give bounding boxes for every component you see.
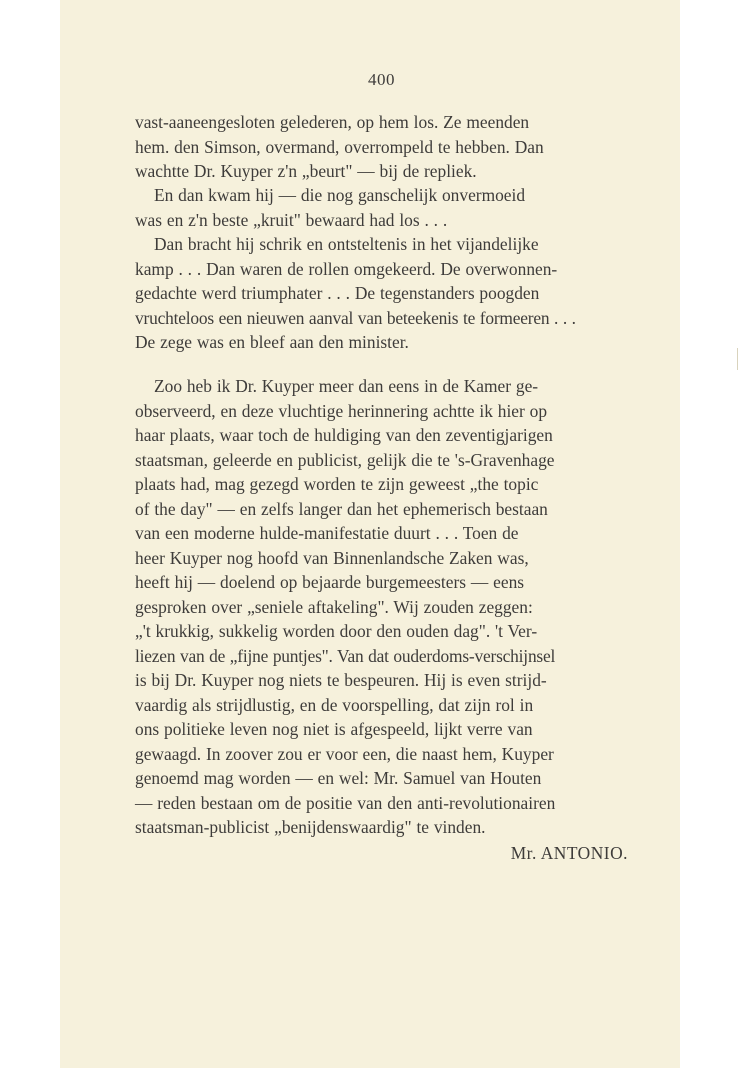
text-line: wachtte Dr. Kuyper z'n „beurt" — bij de repliek. xyxy=(135,161,477,181)
text-line: — reden bestaan om de positie van den anti-revolutionairen xyxy=(135,792,556,813)
text-line: En dan kwam hij — die nog ganschelijk onvermoeid xyxy=(154,185,526,205)
text-line: „'t krukkig, sukkelig worden door den ouden dag". 't Ver- xyxy=(135,621,538,641)
text-line: van een moderne hulde-manifestatie duurt . . . Toen de xyxy=(135,523,519,543)
text-line: vaardig als strijdlustig, en de voorspelling, dat zijn rol in xyxy=(135,694,534,715)
text-line: genoemd mag worden — en wel: Mr. Samuel van Houten xyxy=(135,768,542,788)
text-line: gedachte werd triumphater . . . De tegenstanders poogden xyxy=(135,283,540,303)
text-line: is bij Dr. Kuyper nog niets te bespeuren. Hij is even strijd- xyxy=(135,670,547,690)
text-line: haar plaats, waar toch de huldiging van den zeventigjarigen xyxy=(135,425,553,445)
text-line: gesproken over „seniele aftakeling". Wij zouden zeggen: xyxy=(135,596,533,617)
text-line: vruchteloos een nieuwen aanval van beteekenis te formeeren . . . xyxy=(135,307,576,328)
paragraph-3 xyxy=(135,232,628,355)
paragraph-2 xyxy=(135,183,628,232)
text-line: vast-aaneengesloten gelederen, op hem los. Ze meenden xyxy=(135,112,530,132)
text-line: heer Kuyper nog hoofd van Binnenlandsche Zaken was, xyxy=(135,547,529,568)
text-line: of the day" — en zelfs langer dan het ephemerisch bestaan xyxy=(135,498,548,519)
paragraph-4 xyxy=(135,374,628,840)
author-signature: Mr. ANTONIO. xyxy=(510,843,628,863)
text-line: ons politieke leven nog niet is afgespeeld, lijkt verre van xyxy=(135,719,533,739)
paragraph-1 xyxy=(135,110,628,184)
text-line: kamp . . . Dan waren de rollen omgekeerd. De overwonnen- xyxy=(135,258,558,279)
page-number: 400 xyxy=(368,70,395,89)
text-line: staatsman, geleerde en publicist, gelijk die te 's-Gravenhage xyxy=(135,449,555,470)
text-line: hem. den Simson, overmand, overrompeld te hebben. Dan xyxy=(135,136,544,157)
text-line: observeerd, en deze vluchtige herinnering achtte ik hier op xyxy=(135,400,548,421)
book-page xyxy=(60,0,680,1068)
text-line: liezen van de „fijne puntjes". Van dat ouderdoms-verschijnsel xyxy=(135,645,556,666)
text-line: De zege was en bleef aan den minister. xyxy=(135,332,409,352)
text-line: plaats had, mag gezegd worden te zijn geweest „the topic xyxy=(135,474,539,494)
text-line: Zoo heb ik Dr. Kuyper meer dan eens in de Kamer ge- xyxy=(154,376,539,396)
text-line: heeft hij — doelend op bejaarde burgemeesters — eens xyxy=(135,572,525,592)
text-line: gewaagd. In zoover zou er voor een, die naast hem, Kuyper xyxy=(135,743,554,764)
text-line: staatsman-publicist „benijdenswaardig" te vinden. xyxy=(135,817,486,837)
text-line: Dan bracht hij schrik en ontsteltenis in het vijandelijke xyxy=(154,234,539,254)
text-line: was en z'n beste „kruit" bewaard had los . . . xyxy=(135,209,448,230)
